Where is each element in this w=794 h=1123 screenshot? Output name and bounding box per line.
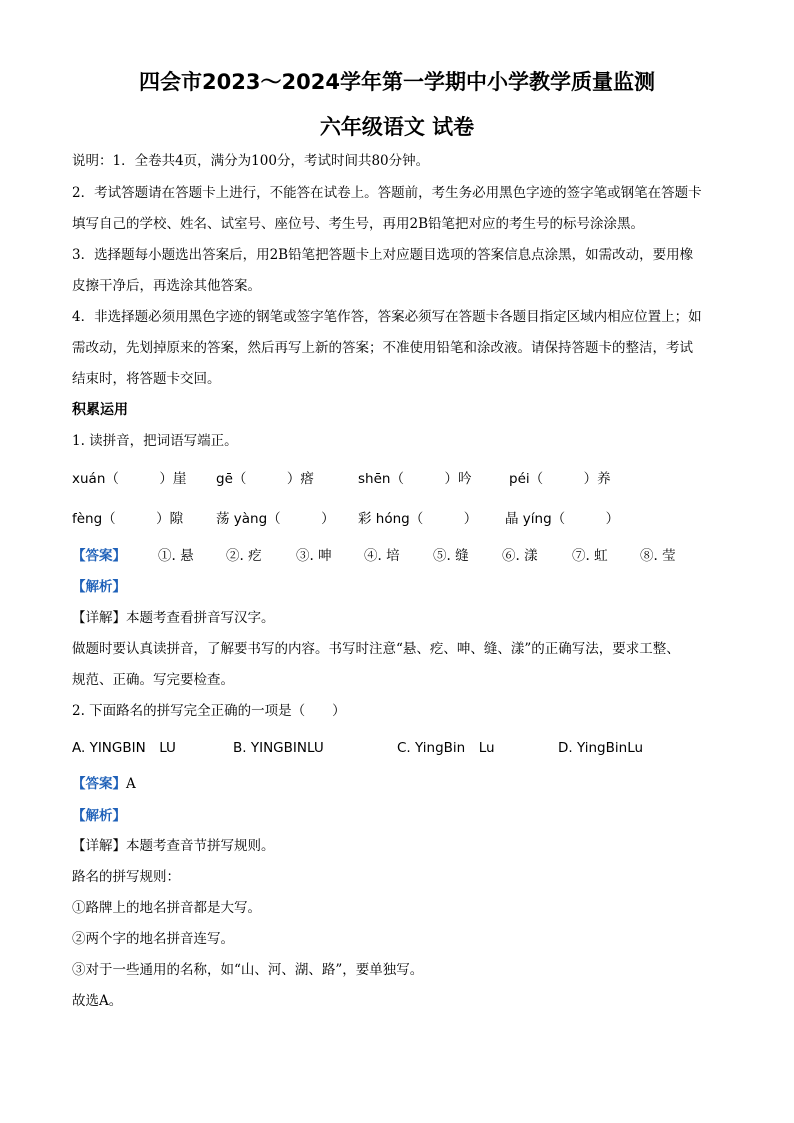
detail-line: ①路牌上的地名拼音都是大写。 [72, 900, 261, 916]
detail-line: 【详解】本题考查音节拼写规则。 [72, 838, 275, 854]
exam-subtitle: 六年级语文 试卷 [319, 115, 475, 139]
detail-line: ②两个字的地名拼音连写。 [72, 931, 234, 947]
detail-line: 做题时要认真读拼音，了解要书写的内容。书写时注意“悬、疙、呻、缝、漾”的正确写法，要求工整、 [72, 641, 680, 657]
instruction-line: 需改动，先划掉原来的答案，然后再写上新的答案；不准使用铅笔和涂改液。请保持答题卡的整洁，考试 [72, 340, 693, 356]
q1-stem: 1. 读拼音，把词语写端正。 [72, 433, 238, 449]
pinyin-item: xuán（ ）崖 [72, 471, 187, 487]
answer-item: ②. 疙 [226, 548, 262, 564]
detail-line: 故选A。 [72, 993, 123, 1009]
analysis-label: 【解析】 [72, 808, 126, 824]
option-a: A. YINGBIN LU [72, 740, 176, 756]
pinyin-item: shēn（ ）吟 [358, 471, 472, 487]
detail-line: ③对于一些通用的名称，如“山、河、湖、路”，要单独写。 [72, 962, 424, 978]
section-title: 积累运用 [72, 402, 128, 418]
instruction-line: 3．选择题每小题选出答案后，用2B铅笔把答题卡上对应题目选项的答案信息点涂黑，如需改动，要用橡 [72, 247, 694, 263]
q2-stem: 2. 下面路名的拼写完全正确的一项是（ ） [72, 703, 346, 719]
answer-item: ⑤. 缝 [433, 548, 469, 564]
instruction-line: 填写自己的学校、姓名、试室号、座位号、考生号，再用2B铅笔把对应的考生号的标号涂涂黑。 [72, 216, 645, 232]
exam-title: 四会市2023～2024学年第一学期中小学教学质量监测 [139, 70, 655, 94]
pinyin-item: gē（ ）瘩 [216, 471, 314, 487]
instruction-line: 4．非选择题必须用黑色字迹的钢笔或签字笔作答，答案必须写在答题卡各题目指定区域内相应位置上；如 [72, 309, 702, 325]
pinyin-item: 彩 hóng（ ） [358, 511, 478, 527]
answer-label: 【答案】 [72, 776, 126, 792]
pinyin-item: 晶 yíng（ ） [505, 511, 620, 527]
answer-item: ④. 培 [364, 548, 400, 564]
analysis-label: 【解析】 [72, 579, 126, 595]
option-c: C. YingBin Lu [397, 740, 495, 756]
answer-value: A [126, 776, 136, 792]
option-b: B. YINGBINLU [233, 740, 324, 756]
answer-item: ⑦. 虹 [572, 548, 608, 564]
option-d: D. YingBinLu [558, 740, 644, 756]
q2-answer-line [72, 774, 136, 794]
answer-item: ③. 呻 [296, 548, 332, 564]
answer-item: ⑧. 莹 [640, 548, 676, 564]
answer-label: 【答案】 [72, 548, 126, 564]
detail-line: 【详解】本题考查看拼音写汉字。 [72, 610, 275, 626]
answer-item: ①. 悬 [158, 548, 194, 564]
answer-item: ⑥. 漾 [502, 548, 538, 564]
pinyin-item: péi（ ）养 [509, 471, 611, 487]
pinyin-item: fèng（ ）隙 [72, 511, 184, 527]
instruction-line: 2．考试答题请在答题卡上进行，不能答在试卷上。答题前，考生务必用黑色字迹的签字笔或钢笔在答题卡 [72, 185, 702, 201]
detail-line: 规范、正确。写完要检查。 [72, 672, 234, 688]
instruction-line: 结束时，将答题卡交回。 [72, 371, 221, 387]
instruction-line: 说明：1．全卷共4页，满分为100分，考试时间共80分钟。 [72, 153, 430, 169]
instruction-line: 皮擦干净后，再选涂其他答案。 [72, 278, 261, 294]
pinyin-item: 荡 yàng（ ） [216, 511, 335, 527]
detail-line: 路名的拼写规则： [72, 869, 180, 885]
